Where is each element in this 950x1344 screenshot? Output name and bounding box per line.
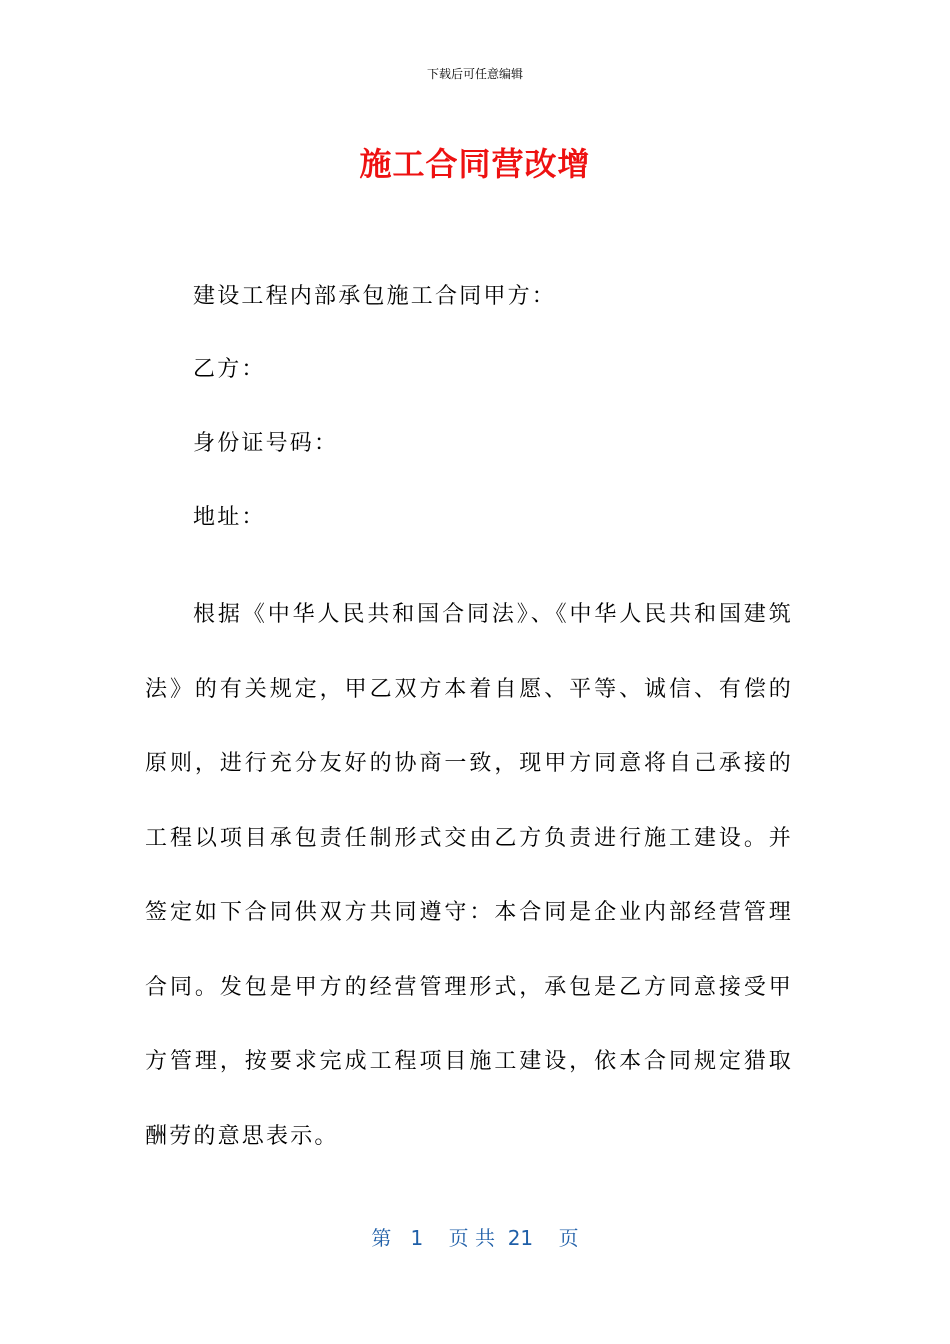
header-note: 下载后可任意编辑 xyxy=(426,67,523,81)
field-address: 地址： xyxy=(193,505,266,530)
page-number: 第 1 页 共 21 页 xyxy=(371,1226,579,1250)
field-id-number: 身份证号码： xyxy=(193,431,339,456)
field-party-a: 建设工程内部承包施工合同甲方： xyxy=(193,284,557,309)
contract-paragraph: 根据《中华人民共和国合同法》、《中华人民共和国建筑法》的有关规定，甲乙双方本着自愿、平等、诚信、有偿的原则，进行充分友好的协商一致，现甲方同意将自己承接的工程以项目承包责任制形式交由乙方负责进行施工建设。并签定如下合同供双方共同遵守：本合同是企业内部经营管理合同。发包是甲方的经营管理形式，承包是乙方同意接受甲方管理，按要求完成工程项目施工建设，依本合同规定猎取酬劳的意思表示。 xyxy=(145,602,793,1149)
field-party-b: 乙方： xyxy=(193,357,266,382)
document-title: 施工合同营改增 xyxy=(359,145,591,183)
